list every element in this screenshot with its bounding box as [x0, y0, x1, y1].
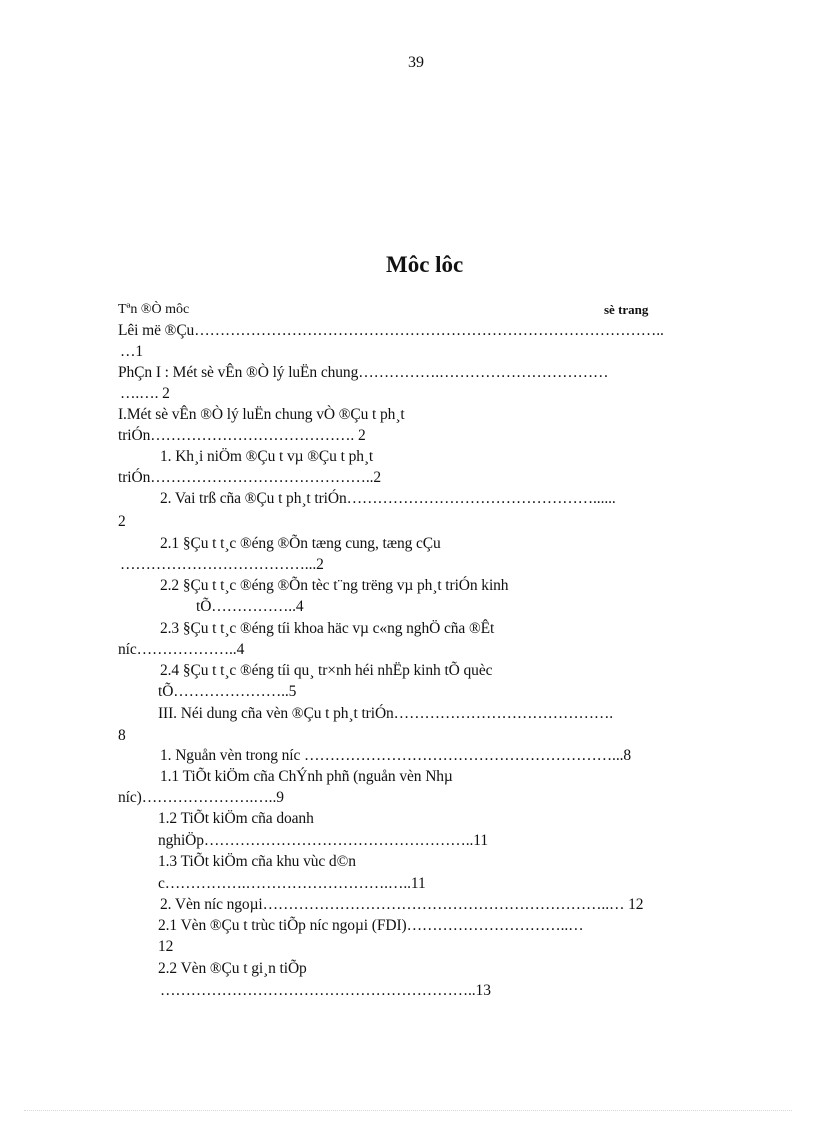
page-number: 39 [408, 54, 424, 71]
toc-entry-cont: ………………………………...2 [120, 556, 324, 573]
toc-entry: 1. Kh¸i niÖm ®Çu t vµ ®Çu t ph¸t [160, 448, 374, 465]
column-header-title: Tªn ®Ò môc [118, 302, 190, 317]
toc-entry: 2.3 §Çu t t¸c ®éng tíi khoa häc vµ c«ng nghÖ cña ®Êt [160, 620, 495, 637]
toc-entry-cont: c…………….……………………….…..11 [158, 875, 426, 892]
toc-entry-cont: ……………………………………………………..13 [160, 982, 491, 999]
toc-entry-cont: 12 [158, 938, 174, 955]
toc-entry-cont: triÓn……………………………………..2 [118, 469, 382, 486]
toc-entry-cont: tÕ…………………..5 [158, 683, 297, 700]
toc-entry: 2.4 §Çu t t¸c ®éng tíi qu¸ tr×nh héi nhËp kinh tÕ quèc [160, 662, 493, 679]
toc-entry: PhÇn I : Mét sè vÊn ®Ò lý luËn chung…………….…………………………… [118, 364, 609, 381]
toc-entry-cont: níc………………..4 [118, 641, 245, 658]
toc-entry: Lêi më ®Çu……………………………………………………………………………….. [118, 322, 664, 339]
toc-entry: 2. Vèn níc ngoµi…………………………………………………………..… 12 [160, 896, 644, 913]
toc-entry: III. Néi dung cña vèn ®Çu t ph¸t triÓn……………………………………. [158, 705, 614, 722]
toc-entry: 1. Nguån vèn trong níc ……………………………………………………...8 [160, 747, 632, 764]
page-edge-divider [24, 1110, 792, 1111]
column-header-page: sè trang [604, 302, 649, 317]
toc-entry: 2.1 Vèn ®Çu t trùc tiÕp níc ngoµi (FDI)…………………………..… [158, 917, 584, 934]
toc-entry-cont: nghiÖp……………………………………………..11 [158, 832, 488, 849]
toc-entry: 1.2 TiÕt kiÖm cña doanh [158, 810, 314, 827]
toc-entry: 2.1 §Çu t t¸c ®éng ®Õn tæng cung, tæng cÇu [160, 535, 441, 552]
toc-entry: I.Mét sè vÊn ®Ò lý luËn chung vÒ ®Çu t ph¸t [118, 406, 405, 423]
toc-entry-cont: triÓn…………………………………. 2 [118, 427, 366, 444]
toc-entry: 2.2 §Çu t t¸c ®éng ®Õn tèc t¨ng trëng vµ ph¸t triÓn kinh [160, 577, 509, 594]
page-title: Môc lôc [386, 252, 464, 277]
toc-entry-cont: níc)………………….…..9 [118, 789, 284, 806]
toc-entry-cont: tÕ……………..4 [196, 598, 304, 615]
toc-entry-cont: ….…. 2 [120, 385, 170, 402]
toc-entry: 1.1 TiÕt kiÖm cña ChÝnh phñ (nguån vèn Nhµ [160, 768, 453, 785]
toc-entry-cont: …1 [120, 343, 144, 360]
toc-entry-cont: 8 [118, 727, 126, 744]
toc-entry: 1.3 TiÕt kiÖm cña khu vùc d©n [158, 853, 356, 870]
toc-entry-cont: 2 [118, 513, 126, 530]
toc-entry: 2. Vai trß cña ®Çu t ph¸t triÓn…………………………………………...... [160, 490, 616, 507]
toc-entry: 2.2 Vèn ®Çu t gi¸n tiÕp [158, 960, 307, 977]
